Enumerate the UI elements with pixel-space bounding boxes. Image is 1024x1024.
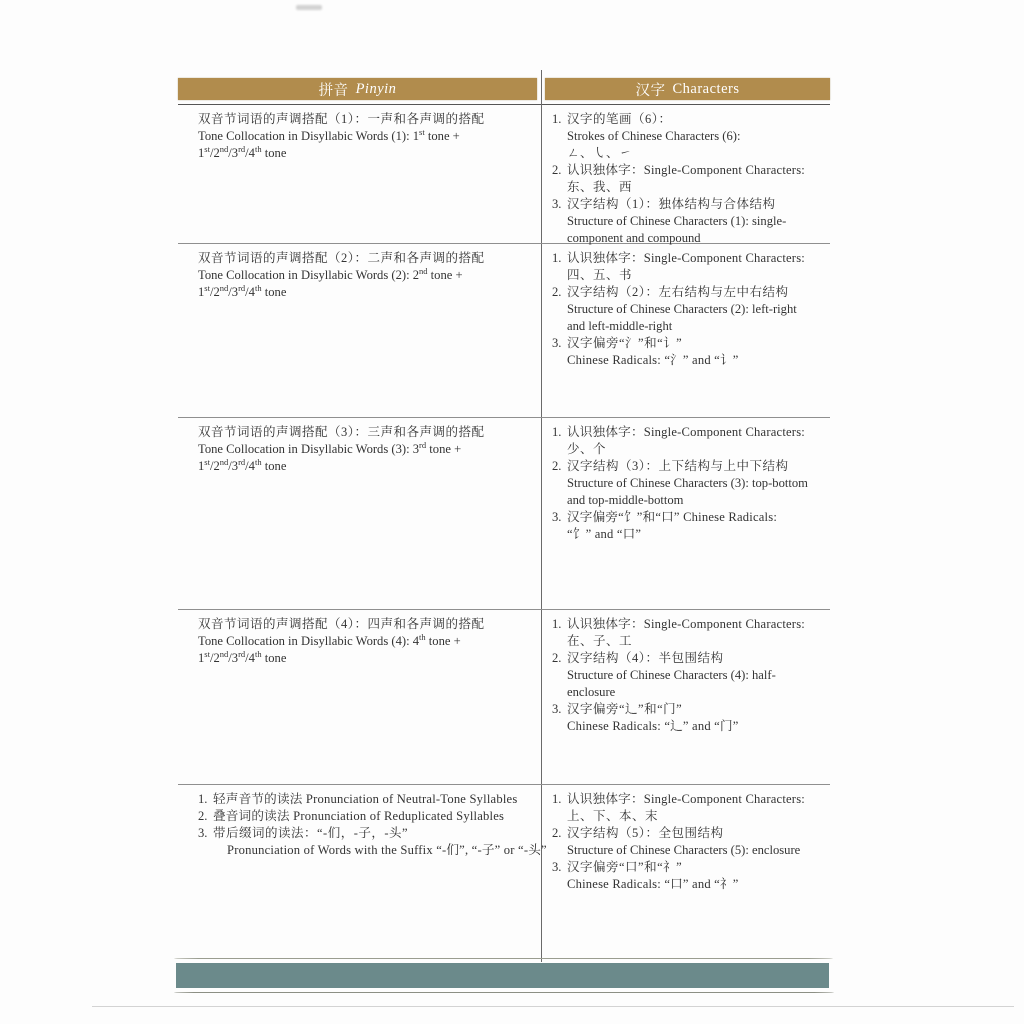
text-line: Tone Collocation in Disyllabic Words (1): 1st tone + bbox=[198, 126, 460, 143]
list-item bbox=[552, 458, 830, 509]
left-cell bbox=[178, 610, 541, 784]
text-line: 汉字结构（3）：上下结构与上中下结构 bbox=[567, 459, 789, 473]
text-line: 汉字结构（2）：左右结构与左中右结构 bbox=[567, 285, 789, 299]
item-number: 3. bbox=[198, 826, 208, 840]
text-line: 汉字偏旁“氵”和“讠” bbox=[567, 336, 683, 350]
item-number: 1. bbox=[198, 792, 208, 806]
text-line: 双音节词语的声调搭配（1）：一声和各声调的搭配 bbox=[198, 112, 485, 126]
text-line: Structure of Chinese Characters (1): single- bbox=[567, 214, 787, 228]
table-row bbox=[178, 610, 830, 785]
text-line: 双音节词语的声调搭配（3）：三声和各声调的搭配 bbox=[198, 425, 485, 439]
text-line: 轻声音节的读法 Pronunciation of Neutral-Tone Syllables bbox=[213, 792, 518, 806]
item-number: 3. bbox=[552, 510, 562, 524]
text-line: Structure of Chinese Characters (4): half- bbox=[567, 668, 776, 682]
list-item bbox=[198, 825, 547, 859]
text-line: Tone Collocation in Disyllabic Words (4): 4th tone + bbox=[198, 631, 461, 648]
text-line: component and compound bbox=[567, 231, 701, 245]
text-line: and top-middle-bottom bbox=[567, 493, 684, 507]
list-item bbox=[552, 825, 830, 859]
text-line: 认识独体字：Single-Component Characters: bbox=[567, 251, 806, 265]
list-item bbox=[198, 791, 529, 808]
left-cell bbox=[178, 418, 541, 609]
text-line: 1st/2nd/3rd/4th tone bbox=[198, 456, 287, 473]
text-line: Chinese Radicals: “辶” and “门” bbox=[567, 719, 739, 733]
item-number: 2. bbox=[552, 651, 562, 665]
right-cell bbox=[541, 105, 830, 243]
right-cell bbox=[541, 244, 830, 417]
column-header-characters bbox=[545, 78, 830, 100]
list-item bbox=[552, 196, 830, 247]
list-item bbox=[552, 650, 830, 701]
list-item bbox=[552, 335, 830, 369]
item-number: 3. bbox=[552, 702, 562, 716]
text-line: 汉字的笔画（6）： bbox=[567, 112, 672, 126]
text-line: 汉字偏旁“辶”和“门” bbox=[567, 702, 683, 716]
list-item bbox=[552, 424, 830, 458]
text-line: 四、五、书 bbox=[567, 268, 633, 282]
table-row bbox=[178, 418, 830, 610]
item-number: 1. bbox=[552, 792, 562, 806]
text-line: enclosure bbox=[567, 685, 616, 699]
item-number: 1. bbox=[552, 617, 562, 631]
text-line: and left-middle-right bbox=[567, 319, 673, 333]
text-line: 少、个 bbox=[567, 442, 607, 456]
text-line: 认识独体字：Single-Component Characters: bbox=[567, 792, 806, 806]
table-row bbox=[178, 785, 830, 962]
item-number: 1. bbox=[552, 425, 562, 439]
column-header-characters-zh: 汉字 bbox=[635, 82, 666, 99]
text-line: 叠音词的读法 Pronunciation of Reduplicated Syllables bbox=[213, 809, 505, 823]
text-line: Chinese Radicals: “口” and “礻” bbox=[567, 877, 739, 891]
list-item bbox=[198, 808, 529, 825]
item-number: 2. bbox=[552, 163, 562, 177]
accent-bar-top-rule bbox=[174, 958, 833, 959]
list-item bbox=[552, 284, 830, 335]
column-header-pinyin bbox=[178, 78, 537, 100]
item-number: 1. bbox=[552, 112, 562, 126]
table-row bbox=[178, 105, 830, 244]
left-cell bbox=[178, 785, 547, 962]
table-row bbox=[178, 244, 830, 418]
list-item bbox=[552, 162, 830, 196]
list-item bbox=[552, 616, 830, 650]
left-cell bbox=[178, 244, 541, 417]
text-line: “饣” and “口” bbox=[567, 527, 642, 541]
list-item bbox=[552, 250, 830, 284]
item-number: 2. bbox=[552, 826, 562, 840]
text-line: 在、子、工 bbox=[567, 634, 633, 648]
list-item bbox=[198, 111, 529, 162]
item-number: 2. bbox=[552, 285, 562, 299]
text-line: 认识独体字：Single-Component Characters: bbox=[567, 617, 806, 631]
text-line: 认识独体字：Single-Component Characters: bbox=[567, 163, 806, 177]
text-line: Pronunciation of Words with the Suffix “-们”, “-子” or “-头” bbox=[227, 843, 547, 857]
text-line: 双音节词语的声调搭配（2）：二声和各声调的搭配 bbox=[198, 251, 485, 265]
column-header-pinyin-zh: 拼音 bbox=[318, 82, 349, 99]
right-cell bbox=[541, 785, 830, 962]
item-number: 1. bbox=[552, 251, 562, 265]
text-line: 1st/2nd/3rd/4th tone bbox=[198, 143, 287, 160]
table-header bbox=[178, 78, 830, 100]
text-line: 汉字结构（5）：全包围结构 bbox=[567, 826, 724, 840]
list-item bbox=[552, 859, 830, 893]
text-line: 带后缀词的读法：“-们，-子，-头” bbox=[213, 826, 409, 840]
column-header-pinyin-latin: Pinyin bbox=[355, 80, 397, 97]
text-line: 汉字结构（4）：半包围结构 bbox=[567, 651, 724, 665]
list-item bbox=[552, 791, 830, 825]
list-item bbox=[552, 111, 830, 162]
text-line: 双音节词语的声调搭配（4）：四声和各声调的搭配 bbox=[198, 617, 485, 631]
item-number: 3. bbox=[552, 336, 562, 350]
text-line: Structure of Chinese Characters (5): enclosure bbox=[567, 843, 801, 857]
bottom-accent-bar bbox=[176, 963, 829, 988]
page-bottom-edge bbox=[92, 1006, 1014, 1007]
text-line: Structure of Chinese Characters (2): left-right bbox=[567, 302, 797, 316]
text-line: Tone Collocation in Disyllabic Words (2): 2nd tone + bbox=[198, 265, 463, 282]
text-line: ㄥ、㇂、㇀ bbox=[567, 146, 633, 160]
text-line: 汉字结构（1）：独体结构与合体结构 bbox=[567, 197, 776, 211]
text-line: 上、下、本、末 bbox=[567, 809, 659, 823]
item-number: 3. bbox=[552, 197, 562, 211]
left-cell bbox=[178, 105, 541, 243]
text-line: Structure of Chinese Characters (3): top-bottom bbox=[567, 476, 808, 490]
item-number: 2. bbox=[552, 459, 562, 473]
text-line: 汉字偏旁“口”和“礻” bbox=[567, 860, 683, 874]
text-line: Strokes of Chinese Characters (6): bbox=[567, 129, 741, 143]
text-line: 东、我、西 bbox=[567, 180, 633, 194]
content-table bbox=[178, 105, 830, 962]
list-item bbox=[552, 509, 830, 543]
list-item bbox=[198, 424, 529, 475]
text-line: 1st/2nd/3rd/4th tone bbox=[198, 648, 287, 665]
text-line: Chinese Radicals: “氵” and “讠” bbox=[567, 353, 739, 367]
list-item bbox=[198, 616, 529, 667]
list-item bbox=[552, 701, 830, 735]
text-line: Tone Collocation in Disyllabic Words (3): 3rd tone + bbox=[198, 439, 462, 456]
right-cell bbox=[541, 610, 830, 784]
accent-bar-bottom-rule bbox=[174, 992, 834, 993]
item-number: 2. bbox=[198, 809, 208, 823]
text-line: 1st/2nd/3rd/4th tone bbox=[198, 282, 287, 299]
item-number: 3. bbox=[552, 860, 562, 874]
column-header-characters-latin: Characters bbox=[672, 80, 740, 97]
right-cell bbox=[541, 418, 830, 609]
scan-smudge bbox=[296, 5, 322, 10]
text-line: 汉字偏旁“饣”和“口” Chinese Radicals: bbox=[567, 510, 778, 524]
list-item bbox=[198, 250, 529, 301]
text-line: 认识独体字：Single-Component Characters: bbox=[567, 425, 806, 439]
